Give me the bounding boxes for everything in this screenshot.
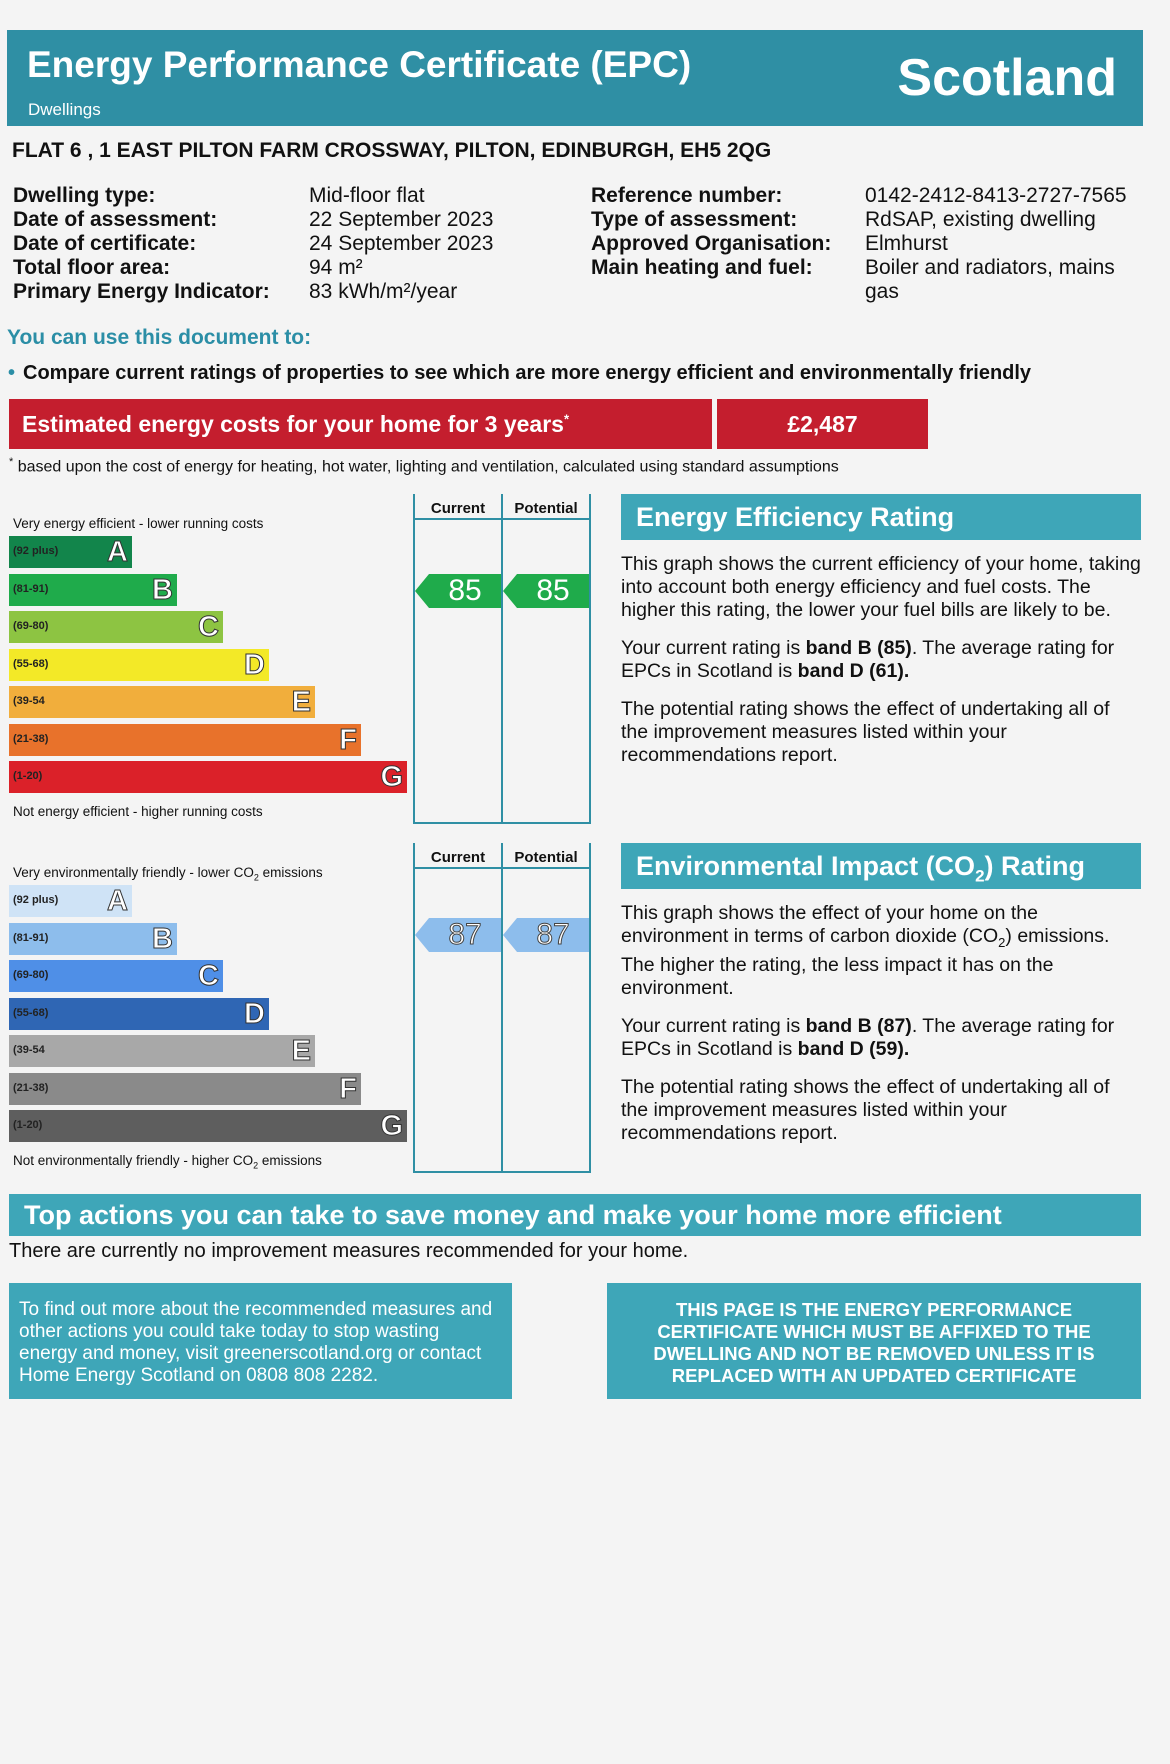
band-letter: A xyxy=(107,536,128,568)
current-band-text: band B (87) xyxy=(805,1014,912,1037)
band-range: (81-91) xyxy=(13,931,49,944)
graph-top-label-end: emissions xyxy=(258,865,323,880)
band-range: (69-80) xyxy=(13,620,49,632)
band-letter: D xyxy=(244,648,265,681)
current-rating-arrow xyxy=(415,918,501,952)
grid-line xyxy=(413,843,415,1173)
detail-label: Total floor area: xyxy=(13,256,171,279)
current-rating-value: 85 xyxy=(448,574,482,607)
band-range: (81-91) xyxy=(13,582,49,595)
detail-label: Main heating and fuel: xyxy=(591,256,813,279)
detail-value: 0142-2412-8413-2727-7565 xyxy=(865,184,1127,207)
more-info-box: To find out more about the recommended measures and other actions you could take today to stop wasting energy and money, visit greenerscotland.org or contact Home Energy Scotland on 0808 808 2282. xyxy=(9,1283,512,1399)
column-current: Current xyxy=(430,849,486,866)
grid-line xyxy=(413,1171,591,1173)
heading-text-end: ) Rating xyxy=(984,851,1086,881)
band-letter: C xyxy=(198,960,219,992)
column-potential: Potential xyxy=(514,849,578,866)
detail-value: Boiler and radiators, mains gas xyxy=(865,256,1115,303)
graph-bottom-label-text: Not environmentally friendly - higher CO xyxy=(13,1153,254,1168)
detail-label: Reference number: xyxy=(591,184,783,207)
band-range: (1-20) xyxy=(13,1119,43,1131)
co2-subscript: 2 xyxy=(253,872,259,883)
details-right-values xyxy=(865,184,1150,304)
band-letter: F xyxy=(339,723,357,756)
band-area xyxy=(9,885,413,1145)
graph-bottom-label xyxy=(13,1153,322,1171)
graph-top-label xyxy=(13,865,323,883)
band-range: (69-80) xyxy=(13,969,49,981)
band-area xyxy=(9,536,413,796)
detail-label: Date of certificate: xyxy=(13,232,197,255)
rating-band-d xyxy=(9,649,269,681)
column-potential: Potential xyxy=(514,500,578,517)
band-letter: F xyxy=(339,1072,357,1105)
band-range: (55-68) xyxy=(13,657,49,670)
current-rating-value: 87 xyxy=(448,918,482,951)
eer-paragraph-3: The potential rating shows the effect of undertaking all of the improvement measures listed within your recommendations report. xyxy=(621,698,1110,766)
certificate-subtitle: Dwellings xyxy=(28,100,101,119)
text-run: Your current rating is xyxy=(621,1014,806,1037)
grid-line xyxy=(413,518,591,520)
rating-band-f xyxy=(9,1073,361,1105)
band-letter: B xyxy=(152,573,173,606)
detail-label: Approved Organisation: xyxy=(591,232,832,255)
text-run: . The average rating for EPCs in Scotland is xyxy=(621,1014,1115,1060)
rating-band-e xyxy=(9,1035,315,1067)
property-address: FLAT 6 , 1 EAST PILTON FARM CROSSWAY, PILTON, EDINBURGH, EH5 2QG xyxy=(12,139,772,162)
top-actions-heading: Top actions you can take to save money and make your home more efficient xyxy=(9,1194,1141,1236)
grid-line xyxy=(413,822,591,824)
potential-rating-value: 85 xyxy=(536,574,570,607)
details-left-labels xyxy=(13,184,270,304)
band-range: (55-68) xyxy=(13,1006,49,1019)
band-range: (92 plus) xyxy=(13,894,59,906)
eer-paragraph-1: This graph shows the current efficiency of your home, taking into account both energy efficiency and fuel costs. The higher this rating, the lower your fuel bills are likely to be. xyxy=(621,553,1141,621)
text-run: ) emissions. The higher the rating, the less impact it has on the environment. xyxy=(621,925,1110,999)
grid-line xyxy=(501,843,503,1173)
environmental-impact-graph xyxy=(9,843,591,1173)
details-right-labels xyxy=(591,184,831,280)
grid-line xyxy=(589,843,591,1173)
rating-band-b xyxy=(9,923,177,955)
bullet-icon: • xyxy=(8,362,16,384)
band-letter: C xyxy=(198,611,219,643)
detail-label: Date of assessment: xyxy=(13,208,218,231)
rating-band-g xyxy=(9,761,407,793)
average-band-text: band D (61). xyxy=(797,660,910,682)
detail-label: Primary Energy Indicator: xyxy=(13,280,270,303)
rating-band-e xyxy=(9,686,315,718)
detail-label: Type of assessment: xyxy=(591,208,798,231)
rating-band-c xyxy=(9,960,223,992)
band-range: (21-38) xyxy=(13,1081,49,1094)
text-run: . The average rating for EPCs in Scotland is xyxy=(621,637,1115,682)
current-rating-arrow xyxy=(415,574,501,608)
detail-value: 24 September 2023 xyxy=(309,232,494,255)
text-run: Your current rating is xyxy=(621,637,806,659)
co2-subscript: 2 xyxy=(975,866,985,886)
environmental-impact-heading xyxy=(621,843,1141,889)
grid-line xyxy=(413,867,591,869)
band-range: (39-54 xyxy=(13,1044,45,1056)
eer-paragraph-2 xyxy=(621,637,1141,683)
band-range: (21-38) xyxy=(13,732,49,745)
detail-value: 83 kWh/m²/year xyxy=(309,280,458,303)
band-letter: E xyxy=(291,686,311,718)
affix-notice-box: THIS PAGE IS THE ENERGY PERFORMANCE CERTIFICATE WHICH MUST BE AFFIXED TO THE DWELLING AND NOT BE REMOVED UNLESS IT IS REPLACED WITH AN UPDATED CERTIFICATE xyxy=(607,1283,1141,1399)
grid-line xyxy=(413,494,415,824)
epc-header xyxy=(7,30,1143,126)
details-left-values xyxy=(309,184,493,304)
rating-band-a xyxy=(9,536,132,568)
band-range: (1-20) xyxy=(13,770,43,782)
band-letter: A xyxy=(107,885,128,917)
graph-bottom-label: Not energy efficient - higher running costs xyxy=(13,804,263,819)
cost-note-star: * xyxy=(9,456,14,468)
cost-note xyxy=(9,456,839,476)
eir-paragraph-3: The potential rating shows the effect of undertaking all of the improvement measures listed within your recommendations report. xyxy=(621,1075,1110,1144)
certificate-title: Energy Performance Certificate (EPC) xyxy=(27,44,692,85)
band-letter: G xyxy=(380,761,403,793)
detail-value: Elmhurst xyxy=(865,232,948,255)
use-item xyxy=(8,362,1031,385)
heading-text: Environmental Impact (CO xyxy=(636,851,976,881)
detail-label: Dwelling type: xyxy=(13,184,156,207)
graph-top-label-text: Very environmentally friendly - lower CO xyxy=(13,865,254,880)
energy-efficiency-heading: Energy Efficiency Rating xyxy=(621,494,1141,540)
band-letter: D xyxy=(244,997,265,1030)
rating-band-g xyxy=(9,1110,407,1142)
energy-efficiency-graph xyxy=(9,494,591,824)
environmental-impact-text xyxy=(621,902,1141,1160)
country-label: Scotland xyxy=(897,49,1117,107)
rating-band-d xyxy=(9,998,269,1030)
eir-paragraph-1 xyxy=(621,902,1141,1000)
grid-line xyxy=(501,494,503,824)
co2-subscript: 2 xyxy=(998,934,1006,950)
band-letter: E xyxy=(291,1035,311,1067)
band-range: (92 plus) xyxy=(13,545,59,557)
use-heading: You can use this document to: xyxy=(7,326,312,349)
detail-value: RdSAP, existing dwelling xyxy=(865,208,1096,231)
potential-rating-value: 87 xyxy=(536,918,570,951)
cost-label-wrap xyxy=(22,411,569,438)
potential-rating-arrow xyxy=(503,918,589,952)
detail-value: Mid-floor flat xyxy=(309,184,425,207)
detail-value: 22 September 2023 xyxy=(309,208,494,231)
energy-efficiency-text xyxy=(621,553,1141,782)
cost-label: Estimated energy costs for your home for 3 years xyxy=(22,411,564,437)
band-letter: B xyxy=(152,922,173,955)
graph-bottom-label-end: emissions xyxy=(258,1153,322,1168)
eir-paragraph-2 xyxy=(621,1015,1141,1061)
text-run: This graph shows the effect of your home on the environment in terms of carbon dioxide (CO xyxy=(621,902,1038,947)
top-actions-text: There are currently no improvement measures recommended for your home. xyxy=(9,1240,689,1262)
band-range: (39-54 xyxy=(13,695,45,707)
use-item-text: Compare current ratings of properties to see which are more energy efficient and environmentally friendly xyxy=(23,362,1032,384)
average-band-text: band D (59). xyxy=(797,1037,910,1060)
current-band-text: band B (85) xyxy=(805,637,912,659)
co2-subscript: 2 xyxy=(253,1160,259,1171)
column-current: Current xyxy=(430,500,486,517)
graph-top-label: Very energy efficient - lower running costs xyxy=(13,516,264,531)
rating-band-c xyxy=(9,611,223,643)
grid-line xyxy=(589,494,591,824)
potential-rating-arrow xyxy=(503,574,589,608)
cost-note-text: based upon the cost of energy for heating, hot water, lighting and ventilation, calculated using standard assumptions xyxy=(17,458,839,476)
rating-band-b xyxy=(9,574,177,606)
cost-star: * xyxy=(563,411,570,427)
rating-band-a xyxy=(9,885,132,917)
cost-bar xyxy=(9,399,712,449)
detail-value: 94 m² xyxy=(309,256,363,279)
cost-value: £2,487 xyxy=(717,399,928,449)
band-letter: G xyxy=(380,1110,403,1142)
rating-band-f xyxy=(9,724,361,756)
